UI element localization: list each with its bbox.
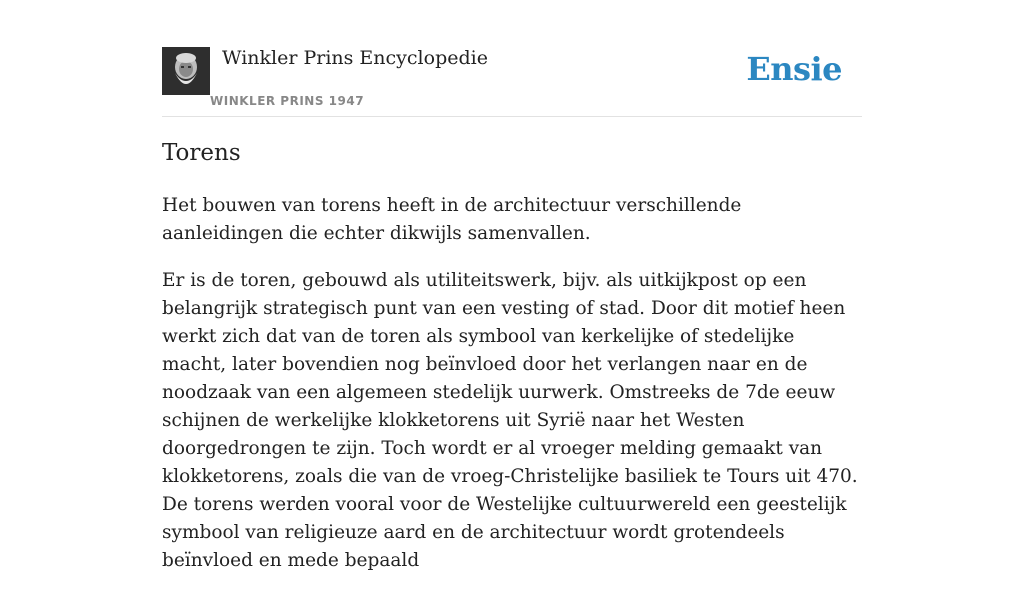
ensie-logo[interactable]: Ensie — [746, 50, 842, 88]
article-title: Torens — [162, 140, 241, 166]
source-subtitle[interactable]: WINKLER PRINS 1947 — [210, 94, 365, 108]
source-title[interactable]: Winkler Prins Encyclopedie — [222, 47, 488, 69]
author-avatar[interactable] — [162, 47, 210, 95]
article-paragraph: Het bouwen van torens heeft in de architectuur verschillende aanleidingen die echter dikwijls samenvallen. — [162, 195, 742, 244]
article-paragraph: Er is de toren, gebouwd als utiliteitswerk, bijv. als uitkijkpost op een belangrijk strategisch punt van een vesting of stad. Door dit motief heen werkt zich dat van de toren als symbool van kerkelijke of stedelijke macht, later bovendien nog beïnvloed door het verlangen naar en de noodzaak van een algemeen stedelijk uurwerk. Omstreeks de 7de eeuw schijnen de werkelijke klokketorens uit Syrië naar het Westen doorgedrongen te zijn. Toch wordt er al vroeger melding gemaakt van klokketorens, zoals die van de vroeg-Christelijke basiliek te Tours uit 470. De torens werden vooral voor de Westelijke cultuurwereld een geestelijk symbool van religieuze aard en de architectuur wordt grotendeels beïnvloed en mede bepaald — [162, 270, 858, 571]
article-body — [162, 192, 862, 594]
portrait-icon — [162, 47, 210, 95]
site-header — [162, 44, 862, 117]
